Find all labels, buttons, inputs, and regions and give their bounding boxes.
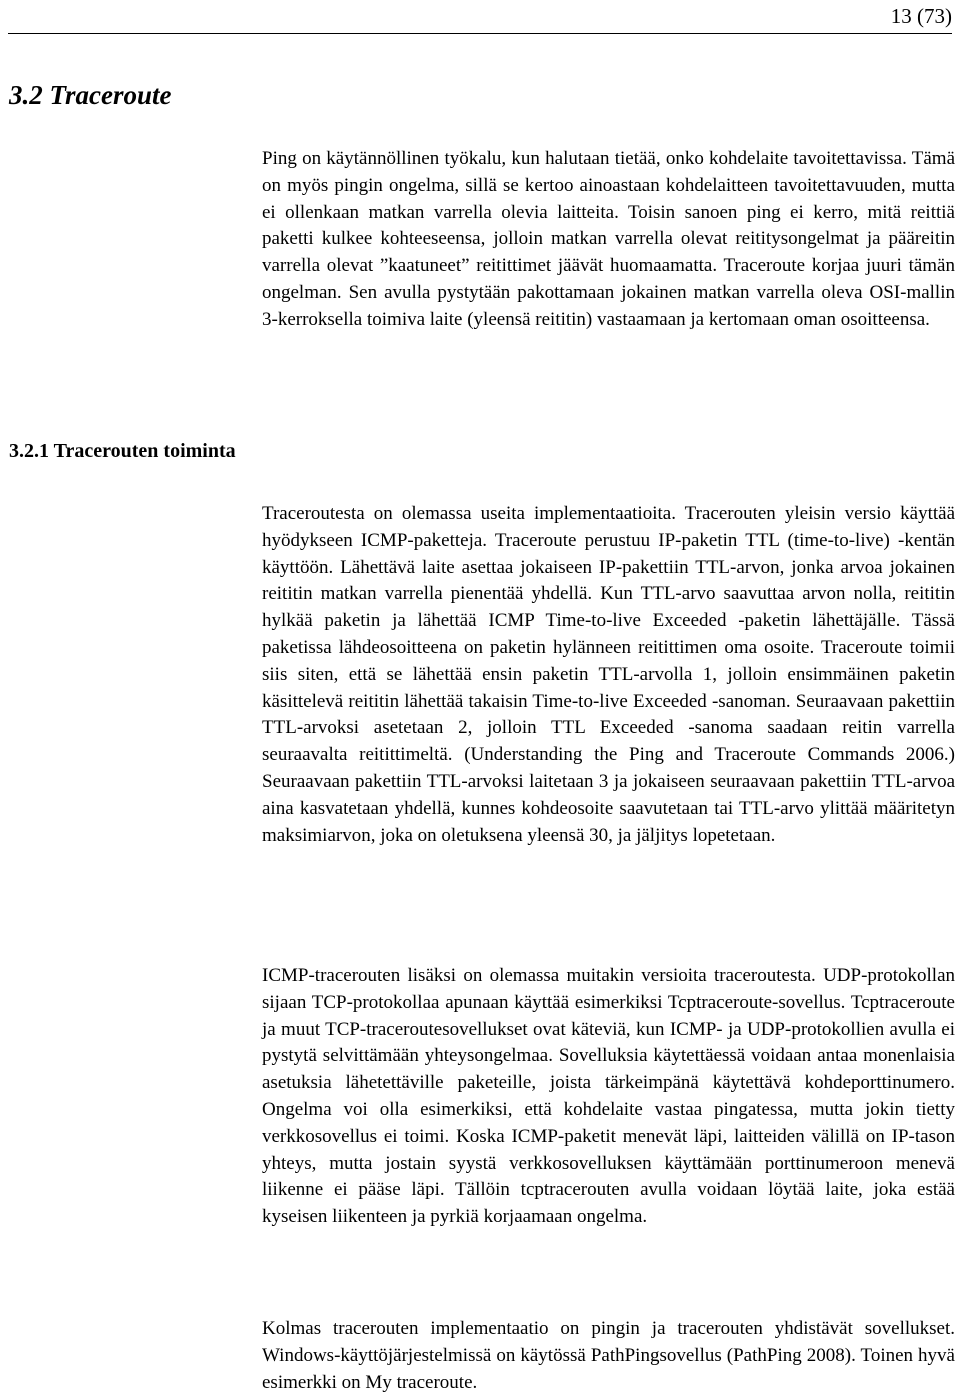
- paragraph-implementations: Traceroutesta on olemassa useita implementaatioita. Tracerouten yleisin versio käyttää hyödykseen ICMP-paketteja. Traceroute perustuu IP-paketin TTL (time-to-live) -kentän käyttöön. Lähettävä laite asettaa jokaiseen IP-pakettiin TTL-arvon, jonka arvoa jokainen reititin matkan varrella pienentää yhdellä. Kun TTL-arvo saavuttaa arvon nolla, reititin hylkää paketin ja lähettää ICMP Time-to-live Exceeded -paketin lähettäjälle. Tässä paketissa lähdeosoitteena on paketin hylänneen reitittimen oma osoite. Traceroute toimii siis siten, että se lähettää ensin paketin TTL-arvolla 1, jolloin ensimmäinen paketin käsittelevä reititin lähettää takaisin Time-to-live Exceeded -sanoman. Seuraavaan pakettiin TTL-arvoksi asetetaan 2, jolloin TTL Exceeded -sanoma saadaan reitin varrella seuraavalta reitittimeltä. (Understanding the Ping and Traceroute Commands 2006.) Seuraavaan pakettiin TTL-arvoksi laitetaan 3 ja jokaiseen seuraavaan pakettiin TTL-arvoa aina kasvatetaan yhdellä, kunnes kohdeosoite saavutetaan tai TTL-arvo ylittää määritetyn maksimiarvon, joka on oletuksena yleensä 30, ja jäljitys lopetetaan.: [262, 503, 955, 846]
- subsection-heading: 3.2.1 Tracerouten toiminta: [9, 440, 236, 462]
- paragraph-tcptraceroute: ICMP-tracerouten lisäksi on olemassa muitakin versioita traceroutesta. UDP-protokollan sijaan TCP-protokollaa apunaan käyttää esimerkiksi Tcptraceroute-sovellus. Tcptraceroute ja muut TCP-traceroutesovellukset ovat käteviä, kun ICMP- ja UDP-protokollien avulla ei pystytä selvittämään yhteysongelmaa. Sovelluksia käytettäessä voidaan antaa monenlaisia asetuksia lähetettäville paketeille, joista tärkeimpänä käytettävä kohdeporttinumero. Ongelma voi olla esimerkiksi, että kohdelaite vastaa pingatessa, mutta jokin tietty verkkosovellus ei toimi. Koska ICMP-paketit menevät läpi, laitteiden välillä on IP-tason yhteys, mutta jostain syystä verkkosovelluksen käyttämään porttinumeroon menevä liikenne ei pääse läpi. Tällöin tcptracerouten avulla voidaan löytää laite, joka estää kyseisen liikenteen ja pyrkiä korjaamaan ongelma.: [262, 965, 955, 1228]
- paragraph-pathping: Kolmas tracerouten implementaatio on pingin ja tracerouten yhdistävät sovellukset. Windows-käyttöjärjestelmissä on käytössä PathPingsovellus (PathPing 2008). Toinen hyvä esimerkki on My traceroute.: [262, 1318, 955, 1393]
- header-divider: [8, 33, 952, 34]
- section-heading: 3.2 Traceroute: [9, 80, 172, 110]
- section-intro-paragraph: Ping on käytännöllinen työkalu, kun halutaan tietää, onko kohdelaite tavoitettavissa. Tämä on myös pingin ongelma, sillä se kertoo ainoastaan kohdelaitteen tavoitettavuuden, mutta ei ollenkaan matkan varrella olevia laitteita. Toisin sanoen ping ei kerro, mitä reittiä paketti kulkee kohteeseensa, jolloin matkan varrella olevat reititysongelmat ja pääreitin varrella olevat ”kaatuneet” reitittimet jäävät huomaamatta. Traceroute korjaa juuri tämän ongelman. Sen avulla pystytään pakottamaan jokainen matkan varrella oleva OSI-mallin 3-kerroksella toimiva laite (yleensä reititin) vastaamaan ja kertomaan oman osoitteensa.: [262, 148, 955, 330]
- page-number: 13 (73): [890, 4, 952, 28]
